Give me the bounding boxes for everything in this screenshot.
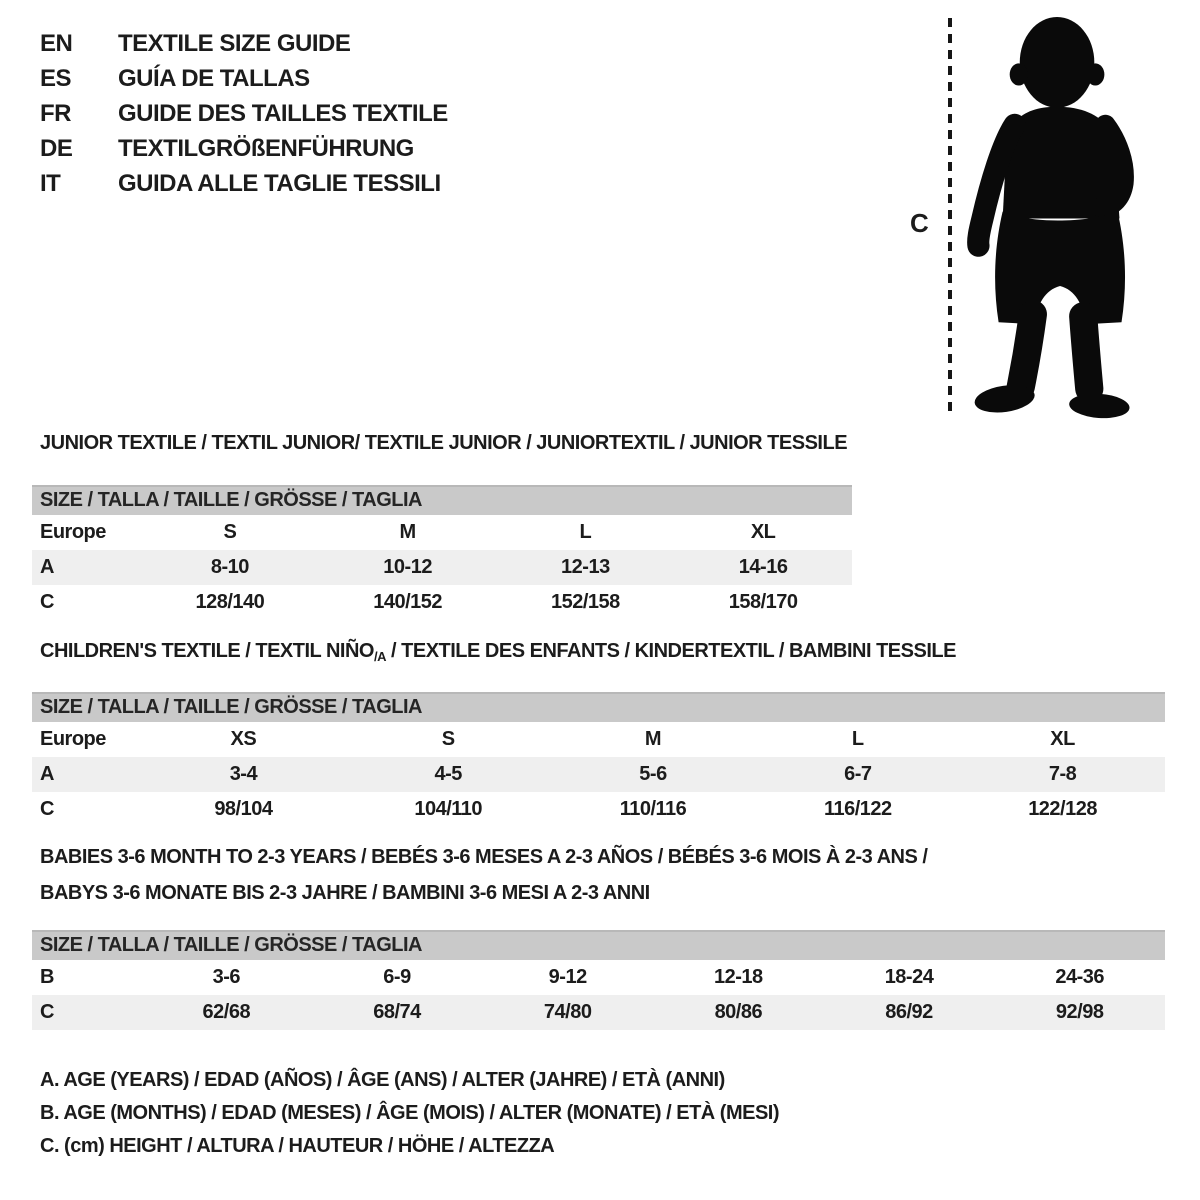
table-cell: 8-10 (210, 556, 249, 578)
table-row (32, 960, 1165, 995)
table-row (32, 757, 1165, 792)
babies-table-body (32, 960, 1165, 1030)
table-cell: 6-9 (383, 966, 411, 988)
table-cell: 68/74 (373, 1001, 421, 1023)
table-cell: 12-18 (714, 966, 763, 988)
babies-title-text-2: BABYS 3-6 MONATE BIS 2-3 JAHRE / BAMBINI 3-6 MESI A 2-3 ANNI (40, 882, 650, 904)
language-row (40, 26, 448, 61)
row-label: C (40, 1001, 54, 1023)
row-label: C (40, 591, 54, 613)
language-title-list (40, 26, 448, 201)
table-row (32, 722, 1165, 757)
table-cell: 158/170 (728, 591, 798, 613)
table-row (32, 792, 1165, 827)
children-size-table (32, 692, 1165, 827)
junior-title-text: JUNIOR TEXTILE / TEXTIL JUNIOR/ TEXTILE JUNIOR / JUNIORTEXTIL / JUNIOR TESSILE (40, 432, 848, 454)
table-cell: XL (750, 521, 776, 543)
language-code: EN (40, 30, 73, 57)
table-cell: 24-36 (1055, 966, 1105, 988)
table-cell: M (644, 728, 662, 750)
table-cell: 110/116 (619, 798, 687, 820)
height-dashed-line (948, 18, 952, 418)
junior-table-header: SIZE / TALLA / TAILLE / GRÖSSE / TAGLIA (32, 485, 852, 515)
babies-size-table (32, 930, 1165, 1030)
table-cell: 10-12 (383, 556, 432, 578)
babies-title-text: BABIES 3-6 MONTH TO 2-3 YEARS / BEBÉS 3-6 MESES A 2-3 AÑOS / BÉBÉS 3-6 MOIS À 2-3 ANS / (40, 846, 928, 868)
table-cell: 140/152 (373, 591, 443, 613)
children-section-title (40, 640, 956, 664)
language-row (40, 96, 448, 131)
table-cell: 9-12 (548, 966, 587, 988)
language-row (40, 131, 448, 166)
table-cell: 128/140 (195, 591, 265, 613)
table-row (32, 515, 852, 550)
table-cell: 74/80 (543, 1001, 592, 1023)
table-cell: 3-4 (229, 763, 258, 785)
table-cell: 122/128 (1028, 798, 1097, 820)
language-label: GUIDA ALLE TAGLIE TESSILI (118, 170, 441, 197)
children-title-text-2: / TEXTILE DES ENFANTS / KINDERTEXTIL / BAMBINI TESSILE (385, 640, 956, 662)
table-cell: 3-6 (212, 966, 241, 988)
language-row (40, 166, 448, 201)
junior-section-title (40, 432, 847, 455)
table-cell: 4-5 (434, 763, 462, 785)
table-cell: L (579, 521, 592, 543)
row-label: B (40, 966, 54, 988)
babies-table-header: SIZE / TALLA / TAILLE / GRÖSSE / TAGLIA (32, 930, 1165, 960)
table-row (32, 585, 852, 620)
table-cell: 80/86 (714, 1001, 763, 1023)
table-cell: 6-7 (844, 763, 872, 785)
language-label: TEXTILE SIZE GUIDE (118, 30, 351, 57)
table-cell: 104/110 (414, 798, 483, 820)
row-label: A (40, 556, 54, 578)
table-cell: 116/122 (823, 798, 892, 820)
legend (40, 1064, 779, 1163)
children-title-subscript: /A (373, 649, 386, 664)
table-cell: 18-24 (884, 966, 934, 988)
row-label: Europe (40, 521, 106, 543)
table-cell: 5-6 (639, 763, 667, 785)
children-table-body (32, 722, 1165, 827)
table-cell: XL (1050, 728, 1075, 750)
language-code: DE (40, 135, 73, 162)
table-cell: 92/98 (1055, 1001, 1104, 1023)
table-cell: XS (230, 728, 257, 750)
row-label: A (40, 763, 54, 785)
height-marker-label: C (910, 208, 929, 238)
table-cell: L (851, 728, 864, 750)
children-table-header: SIZE / TALLA / TAILLE / GRÖSSE / TAGLIA (32, 692, 1165, 722)
table-cell: 86/92 (885, 1001, 933, 1023)
language-row (40, 61, 448, 96)
table-cell: 7-8 (1048, 763, 1077, 785)
language-code: ES (40, 65, 72, 92)
row-label: Europe (40, 728, 106, 750)
language-code: FR (40, 100, 71, 127)
language-label: GUÍA DE TALLAS (118, 65, 310, 92)
table-cell: 12-13 (561, 556, 610, 578)
table-cell: M (399, 521, 416, 543)
row-label: C (40, 798, 54, 820)
babies-section-title-line1 (40, 846, 927, 869)
table-cell: S (441, 728, 455, 750)
table-row (32, 550, 852, 585)
babies-section-title-line2 (40, 882, 650, 905)
language-label: TEXTILGRÖßENFÜHRUNG (118, 135, 414, 162)
toddler-silhouette-icon (966, 12, 1138, 420)
table-row (32, 995, 1165, 1030)
legend-line-age-years: A. AGE (YEARS) / EDAD (AÑOS) / ÂGE (ANS) / ALTER (JAHRE) / ETÀ (ANNI) (40, 1069, 725, 1091)
table-cell: 152/158 (550, 591, 620, 613)
table-cell: 62/68 (202, 1001, 251, 1023)
table-cell: 14-16 (738, 556, 788, 578)
junior-size-table (32, 485, 852, 620)
junior-table-body (32, 515, 852, 620)
language-label: GUIDE DES TAILLES TEXTILE (118, 100, 448, 127)
legend-line-height: C. (cm) HEIGHT / ALTURA / HAUTEUR / HÖHE / ALTEZZA (40, 1135, 555, 1157)
legend-line-age-months: B. AGE (MONTHS) / EDAD (MESES) / ÂGE (MOIS) / ALTER (MONATE) / ETÀ (MESI) (40, 1102, 780, 1124)
language-code: IT (40, 170, 61, 197)
table-cell: 98/104 (214, 798, 273, 820)
children-title-text: CHILDREN'S TEXTILE / TEXTIL NIÑO (40, 640, 374, 662)
table-cell: S (223, 521, 237, 543)
